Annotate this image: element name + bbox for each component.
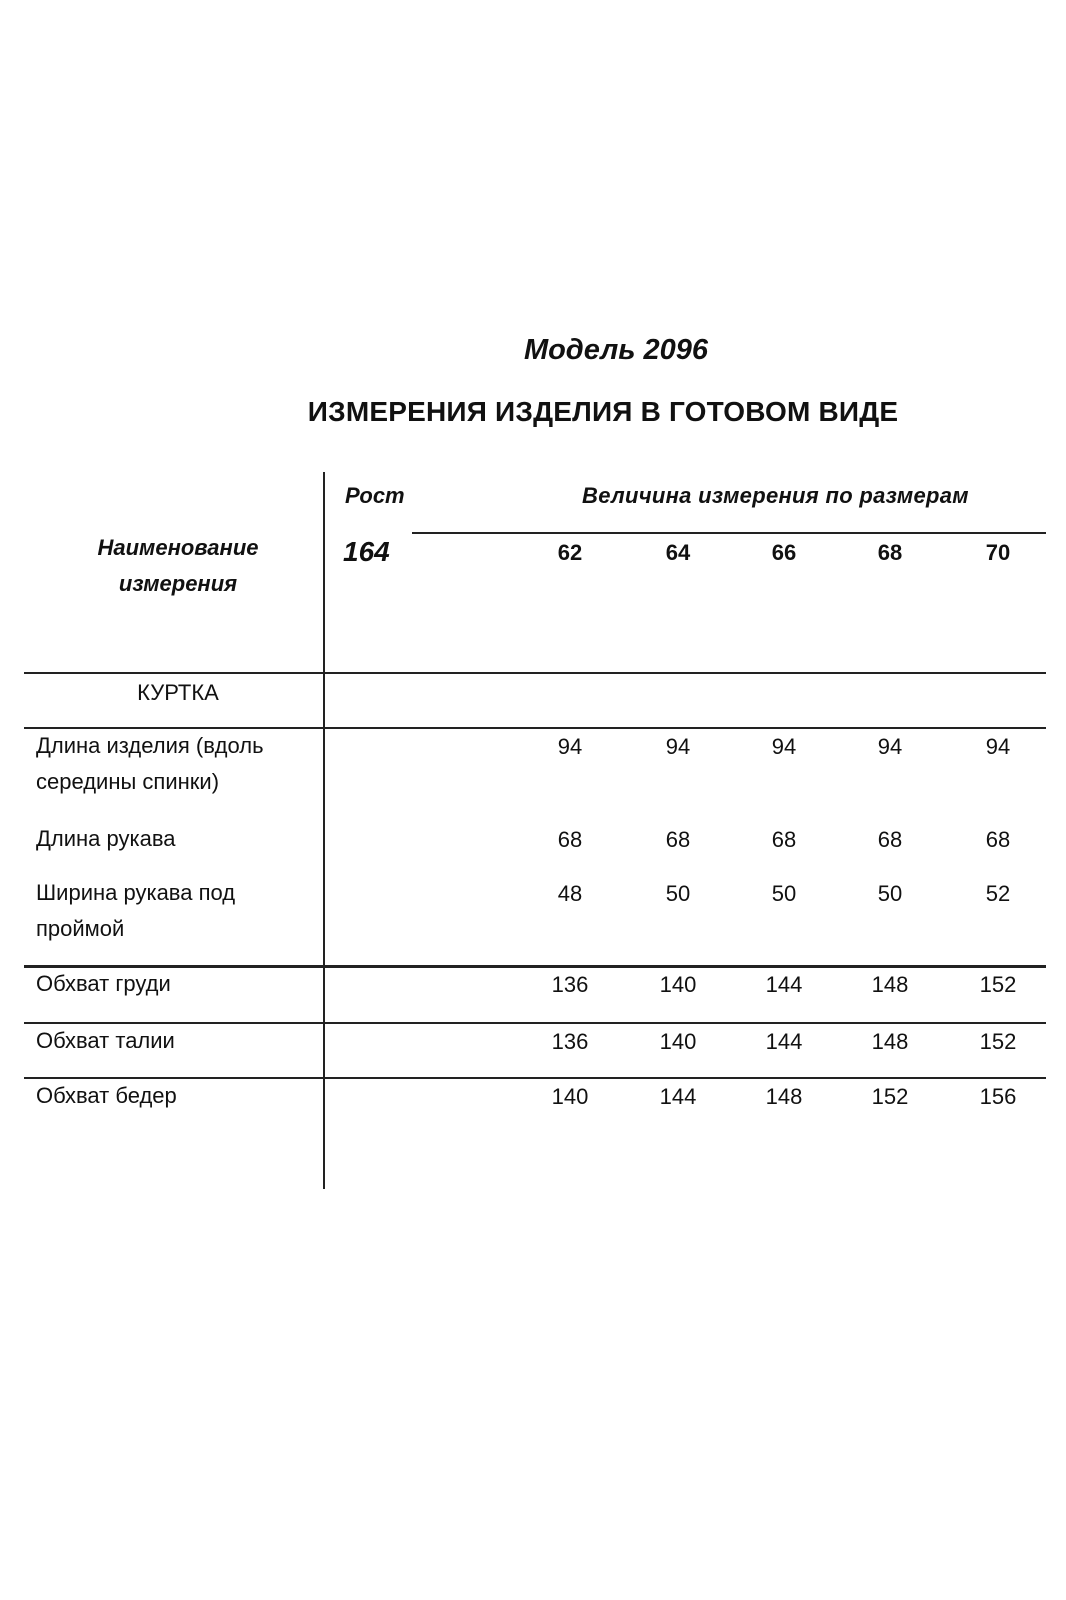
sizes-header-underline xyxy=(412,532,1046,534)
table-cell: 68 xyxy=(771,827,797,852)
table-cell: 136 xyxy=(551,972,589,997)
table-cell: 144 xyxy=(765,1029,803,1054)
sizes-header: Величина измерения по размерам xyxy=(582,483,969,508)
table-cell: 140 xyxy=(659,972,697,997)
table-cell: 156 xyxy=(979,1084,1017,1109)
table-cell: 144 xyxy=(765,972,803,997)
table-cell: 68 xyxy=(665,827,691,852)
column-divider xyxy=(323,472,325,1189)
table-cell: 152 xyxy=(979,1029,1017,1054)
table-cell: 152 xyxy=(979,972,1017,997)
table-cell: 94 xyxy=(557,734,583,759)
table-cell: 50 xyxy=(665,881,691,906)
header-bottom-rule xyxy=(24,672,1046,674)
table-cell: 68 xyxy=(877,827,903,852)
size-header-64: 64 xyxy=(665,540,691,565)
table-cell: 68 xyxy=(557,827,583,852)
model-title: Модель 2096 xyxy=(523,334,709,366)
table-cell: 148 xyxy=(765,1084,803,1109)
size-header-62: 62 xyxy=(557,540,583,565)
table-cell: 136 xyxy=(551,1029,589,1054)
row-label: Длина изделия (вдоль середины спинки) xyxy=(36,733,264,794)
row-label: Обхват груди xyxy=(36,971,171,996)
table-cell: 50 xyxy=(877,881,903,906)
height-value: 164 xyxy=(343,536,390,567)
size-header-68: 68 xyxy=(877,540,903,565)
table-cell: 152 xyxy=(871,1084,909,1109)
table-cell: 52 xyxy=(985,881,1011,906)
table-cell: 48 xyxy=(557,881,583,906)
table-cell: 68 xyxy=(985,827,1011,852)
table-cell: 94 xyxy=(665,734,691,759)
row-label: Длина рукава xyxy=(36,826,176,851)
table-cell: 140 xyxy=(551,1084,589,1109)
height-label: Рост xyxy=(345,483,405,508)
table-cell: 94 xyxy=(985,734,1011,759)
table-cell: 148 xyxy=(871,1029,909,1054)
section-label: КУРТКА xyxy=(137,680,219,705)
table-cell: 140 xyxy=(659,1029,697,1054)
page-title: ИЗМЕРЕНИЯ ИЗДЕЛИЯ В ГОТОВОМ ВИДЕ xyxy=(307,396,899,427)
measurement-name-header: Наименование измерения xyxy=(97,535,259,596)
row-label: Обхват талии xyxy=(36,1028,175,1053)
size-header-70: 70 xyxy=(985,540,1011,565)
table-cell: 144 xyxy=(659,1084,697,1109)
table-cell: 50 xyxy=(771,881,797,906)
table-cell: 94 xyxy=(771,734,797,759)
table-cell: 148 xyxy=(871,972,909,997)
size-header-66: 66 xyxy=(771,540,797,565)
table-cell: 94 xyxy=(877,734,903,759)
row-label: Обхват бедер xyxy=(36,1083,177,1108)
row-label: Ширина рукава под проймой xyxy=(36,880,236,941)
